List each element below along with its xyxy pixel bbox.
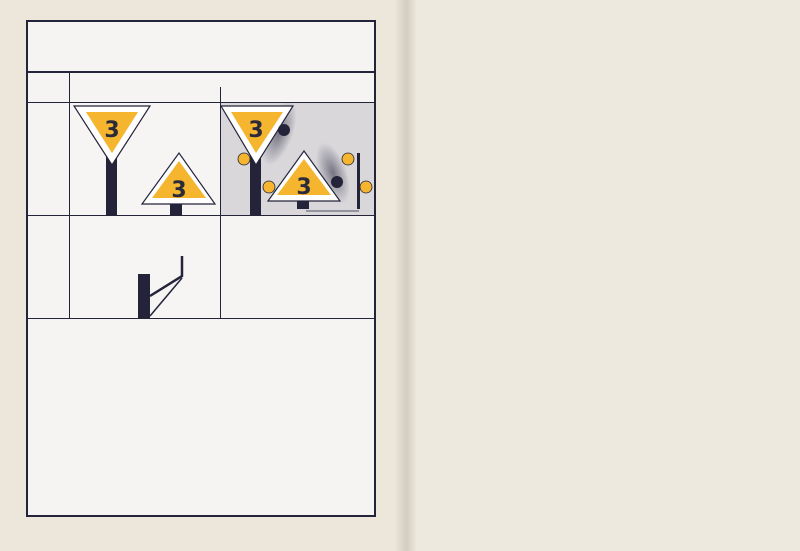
left-page-frame <box>26 20 376 517</box>
signal-row-lf2 <box>28 216 374 319</box>
svg-text:3: 3 <box>248 118 264 143</box>
lf1-day-signal-illustration <box>70 103 221 216</box>
left-title-block <box>28 22 374 73</box>
signal-row-lf1 <box>28 103 374 216</box>
night-image-lf1 <box>221 103 374 215</box>
lf1-night-signal-illustration <box>221 103 374 215</box>
svg-text:3: 3 <box>104 118 120 143</box>
row-label <box>28 103 70 215</box>
signal-table-header <box>28 73 374 103</box>
header-divider <box>220 87 221 103</box>
header-nr <box>28 73 70 102</box>
lf2-day-signal-illustration <box>70 216 221 319</box>
row-label <box>28 216 70 318</box>
day-image-lf2 <box>70 216 221 318</box>
right-page <box>405 0 800 551</box>
day-image-lf1 <box>70 103 221 215</box>
book-gutter <box>395 0 417 551</box>
svg-text:3: 3 <box>171 178 187 203</box>
svg-text:3: 3 <box>296 175 312 200</box>
